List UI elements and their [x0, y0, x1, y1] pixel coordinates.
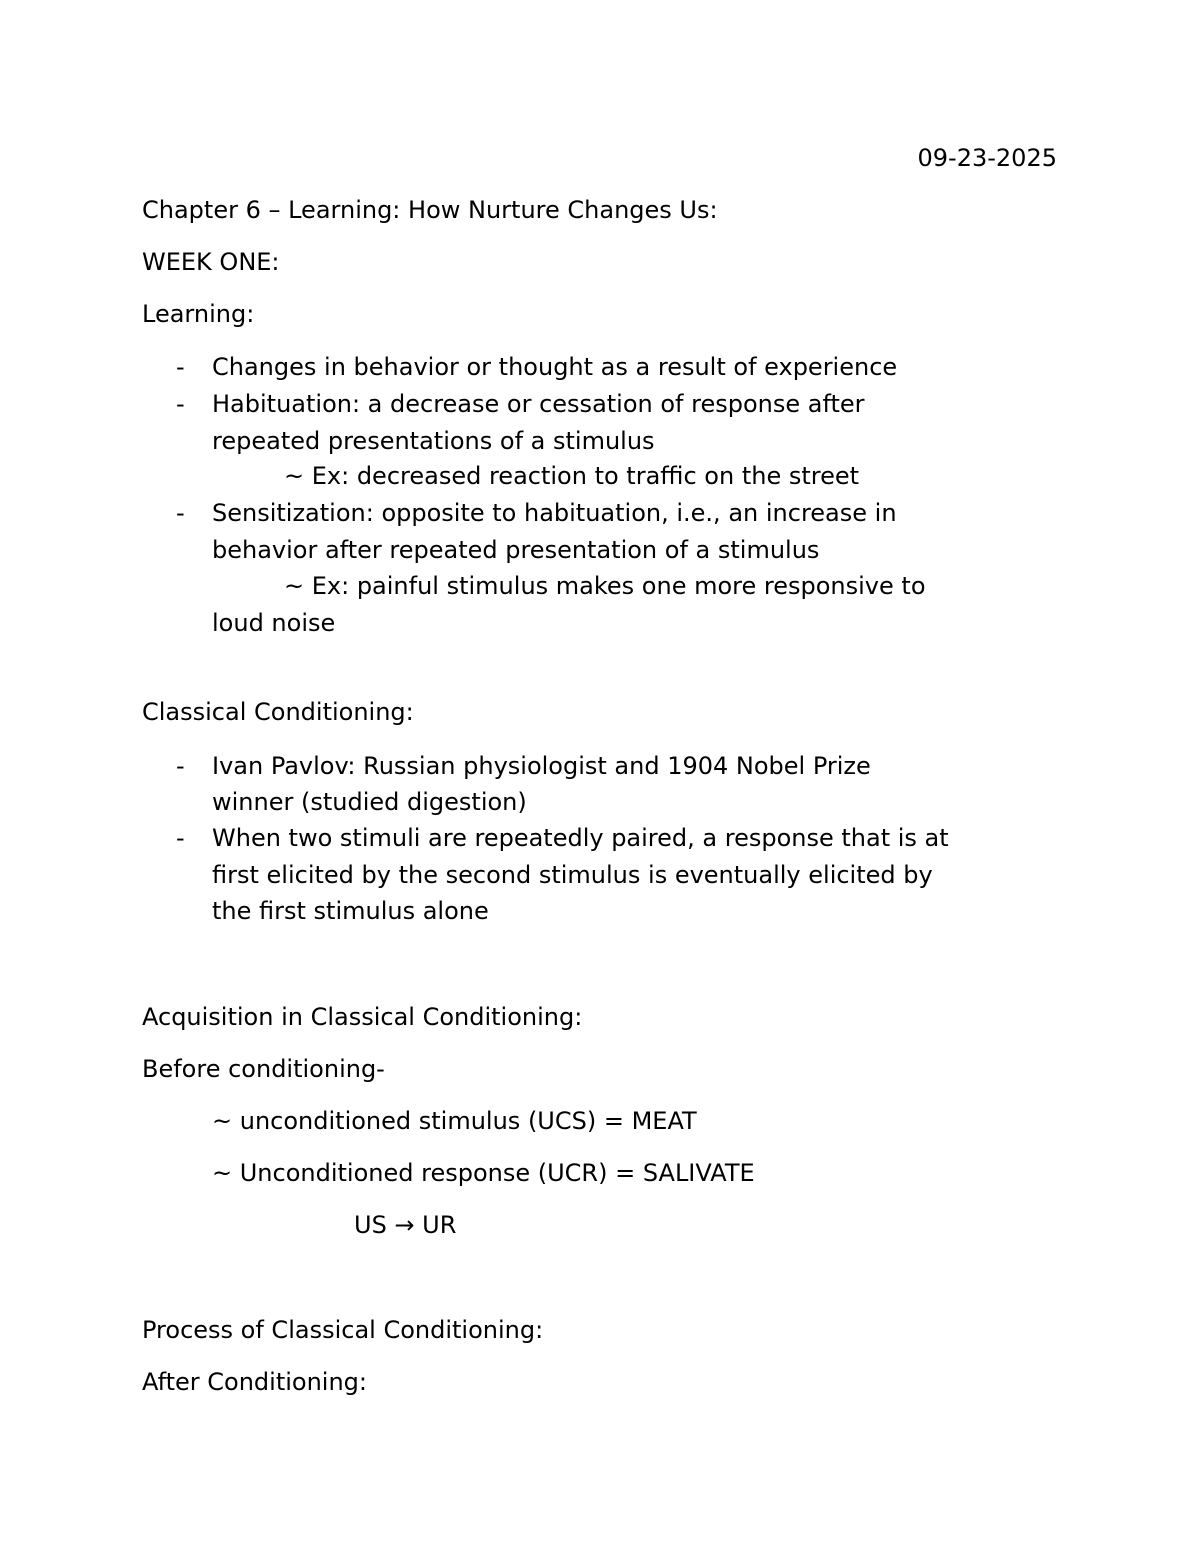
- example-line: ~ Ex: painful stimulus makes one more responsive to: [284, 572, 926, 600]
- list-item: Changes in behavior or thought as a result of experience: [212, 353, 898, 381]
- list-item-continuation: repeated presentations of a stimulus: [212, 427, 655, 455]
- list-item-continuation: the first stimulus alone: [212, 897, 489, 925]
- us-ur-formula: US → UR: [354, 1211, 457, 1239]
- week-label: WEEK ONE:: [142, 248, 280, 276]
- bullet-dash: -: [176, 353, 185, 381]
- bullet-dash: -: [176, 752, 185, 780]
- bullet-dash: -: [176, 824, 185, 852]
- bullet-dash: -: [176, 499, 185, 527]
- list-item-continuation: behavior after repeated presentation of a stimulus: [212, 536, 820, 564]
- example-continuation: loud noise: [212, 609, 336, 637]
- example-line: ~ Ex: decreased reaction to traffic on the street: [284, 462, 860, 490]
- chapter-title: Chapter 6 – Learning: How Nurture Changes Us:: [142, 196, 718, 224]
- before-conditioning: Before conditioning-: [142, 1055, 385, 1083]
- list-item-continuation: first elicited by the second stimulus is eventually elicited by: [212, 861, 933, 889]
- list-item: Sensitization: opposite to habituation, i.e., an increase in: [212, 499, 897, 527]
- ucr-line: ~ Unconditioned response (UCR) = SALIVATE: [212, 1159, 755, 1187]
- list-item: Ivan Pavlov: Russian physiologist and 1904 Nobel Prize: [212, 752, 871, 780]
- list-item-continuation: winner (studied digestion): [212, 788, 527, 816]
- process-heading: Process of Classical Conditioning:: [142, 1316, 544, 1344]
- ucs-line: ~ unconditioned stimulus (UCS) = MEAT: [212, 1107, 697, 1135]
- list-item: When two stimuli are repeatedly paired, a response that is at: [212, 824, 949, 852]
- list-item: Habituation: a decrease or cessation of response after: [212, 390, 865, 418]
- acquisition-heading: Acquisition in Classical Conditioning:: [142, 1003, 583, 1031]
- document-date: 09-23-2025: [917, 144, 1057, 172]
- after-conditioning: After Conditioning:: [142, 1368, 367, 1396]
- learning-heading: Learning:: [142, 300, 255, 328]
- classical-heading: Classical Conditioning:: [142, 698, 414, 726]
- bullet-dash: -: [176, 390, 185, 418]
